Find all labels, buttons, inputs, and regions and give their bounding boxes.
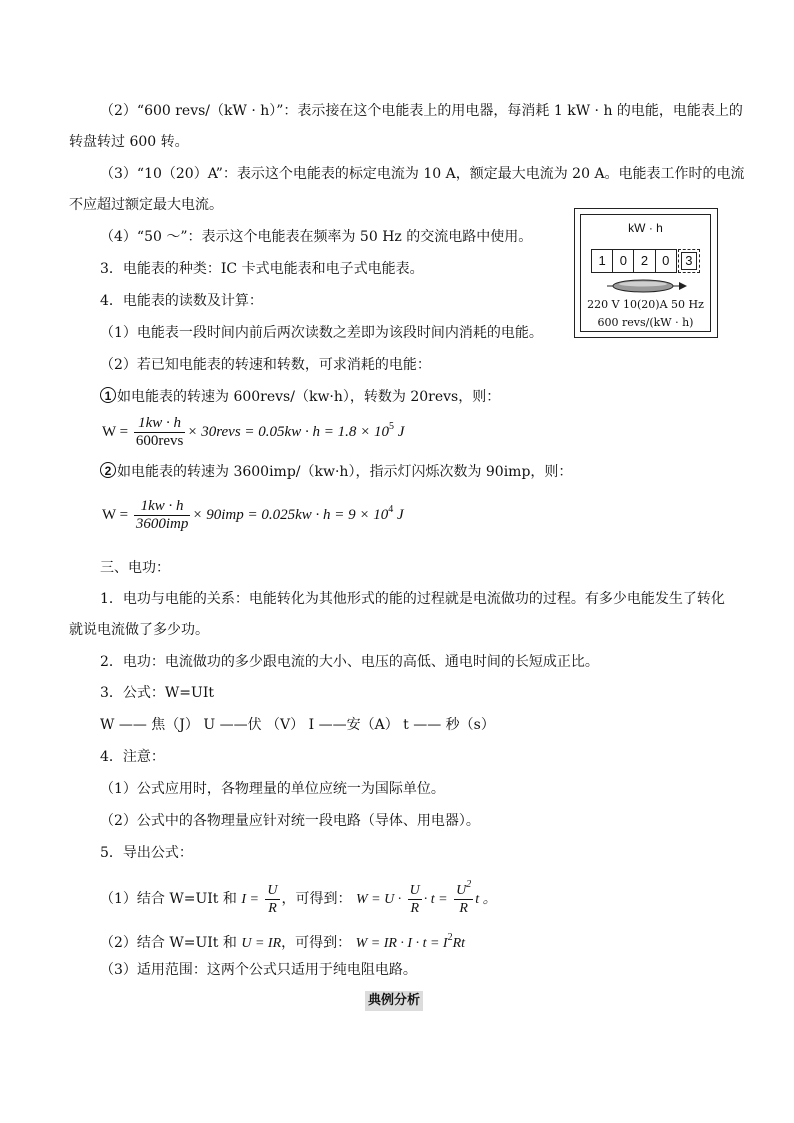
meter-panel: [580, 214, 711, 332]
fraction: [134, 415, 186, 450]
text-line: （1）公式应用时，各物理量的单位应统一为国际单位。: [100, 781, 445, 797]
fraction-numerator: 1kw · h: [134, 498, 191, 516]
meter-rev-label: 600 revs/(kW · h): [597, 316, 694, 329]
text-line: （1）电能表一段时间内前后两次读数之差即为该段时间内消耗的电能。: [100, 325, 543, 341]
text-line: 3．电能表的种类：IC 卡式电能表和电子式电能表。: [100, 261, 424, 277]
numerator-var: U: [456, 882, 467, 898]
meter-spec-label: 220 V 10(20)A 50 Hz: [587, 298, 704, 311]
formula-tail: t 。: [475, 892, 497, 907]
fraction-numerator: [454, 878, 473, 900]
text-line: （3）适用范围：这两个公式只适用于纯电阻电路。: [100, 962, 417, 978]
formula-unit: J: [393, 423, 405, 440]
formula-var: I =: [241, 892, 259, 907]
formula-mid: · t =: [423, 892, 448, 907]
text-line: 4．注意：: [100, 749, 165, 765]
text-line: （3）“10（20）A”：表示这个电能表的标定电流为 10 A，额定最大电流为 20 A。电能表工作时的电流: [100, 166, 745, 182]
text-span: ，可得到：: [281, 891, 352, 907]
text-span: （1）结合 W=UIt 和: [100, 891, 237, 907]
text-line: 5．导出公式：: [100, 845, 193, 861]
text-line: （4）“50 ～”：表示这个电能表在频率为 50 Hz 的交流电路中使用。: [100, 229, 533, 245]
text-line: 转盘转过 600 转。: [69, 134, 189, 150]
formula-eq: =: [119, 423, 129, 440]
formula-unit: J: [393, 506, 404, 523]
exponent: 2: [447, 932, 453, 943]
text-line: 4．电能表的读数及计算：: [100, 293, 263, 309]
fraction-denominator: 3600imp: [135, 516, 189, 532]
text-line: （2）“600 revs/（kW · h）”：表示接在这个电能表上的用电器，每消耗 1 kW · h 的电能，电能表上的: [100, 103, 743, 119]
formula-var: W: [102, 423, 116, 440]
formula-cond: U = IR: [241, 936, 282, 951]
meter-digits: [592, 249, 700, 273]
derive-line-2: [100, 933, 465, 954]
formula-rest: × 30revs = 0.05kw · h = 1.8 × 10: [187, 423, 389, 440]
formula-1: [102, 415, 404, 450]
text-line: 2．电功：电流做功的多少跟电流的大小、电压的高低、通电时间的长短成正比。: [100, 654, 599, 670]
rotating-disc-icon: [607, 277, 687, 295]
meter-unit-label: kW · h: [628, 221, 663, 235]
fraction-numerator: U: [409, 882, 420, 898]
formula-eq: =: [119, 506, 129, 523]
fraction-denominator: 600revs: [135, 433, 184, 449]
fraction-denominator: R: [410, 900, 420, 916]
text-line: （2）公式中的各物理量应针对统一段电路（导体、用电器）。: [100, 813, 480, 829]
text-line: 1．电功与电能的关系：电能转化为其他形式的能的过程就是电流做功的过程。有多少电能发生了转化: [100, 591, 725, 607]
section-heading: 三、电功：: [100, 560, 170, 576]
exponent: 5: [388, 420, 394, 432]
text-line: 3．公式：W=UIt: [100, 685, 214, 701]
exponent: 4: [388, 503, 394, 515]
text-line: （2）若已知电能表的转速和转数，可求消耗的电能：: [100, 357, 431, 373]
meter-digit-decimal: 3: [678, 249, 700, 273]
electric-meter-figure: [574, 208, 718, 338]
text-line: W —— 焦（J） U ——伏 （V） I ——安（A） t —— 秒（s）: [100, 717, 495, 733]
fraction-denominator: R: [459, 900, 468, 916]
circled-number: 2: [100, 462, 116, 478]
text-span: 如电能表的转速为 600revs/（kw·h），转数为 20revs，则：: [117, 389, 501, 405]
formula-var: W: [102, 506, 116, 523]
text-line: 就说电流做了多少功。: [69, 622, 209, 638]
text-span: 如电能表的转速为 3600imp/（kw·h），指示灯闪烁次数为 90imp，则：: [117, 464, 573, 480]
section-title-examples: 典例分析: [365, 991, 423, 1011]
circled-number: 1: [100, 387, 116, 403]
fraction: [408, 882, 422, 917]
text-span: （2）结合 W=UIt 和: [100, 935, 237, 951]
fraction: [454, 878, 473, 917]
fraction: [134, 498, 191, 533]
meter-digit: 1: [591, 249, 613, 273]
meter-digit: 0: [655, 249, 677, 273]
text-line: 不应超过额定最大电流。: [69, 197, 223, 213]
fraction-denominator: R: [268, 900, 277, 916]
text-span: ，可得到：: [281, 935, 352, 951]
text-line: [100, 462, 572, 482]
fraction: [265, 882, 279, 917]
text-line: [100, 387, 500, 407]
formula-2: [102, 498, 404, 533]
exponent: 2: [466, 878, 472, 890]
formula-tail: Rt: [452, 936, 466, 951]
formula-result: W = IR · I · t = I: [355, 936, 448, 951]
formula-lhs: W = U ·: [355, 892, 402, 907]
formula-rest: × 90imp = 0.025kw · h = 9 × 10: [192, 506, 389, 523]
meter-digit: 0: [612, 249, 634, 273]
meter-digit: 2: [633, 249, 655, 273]
fraction-numerator: 1kw · h: [134, 415, 186, 433]
derive-line-1: [100, 879, 497, 920]
fraction-numerator: U: [267, 882, 278, 898]
